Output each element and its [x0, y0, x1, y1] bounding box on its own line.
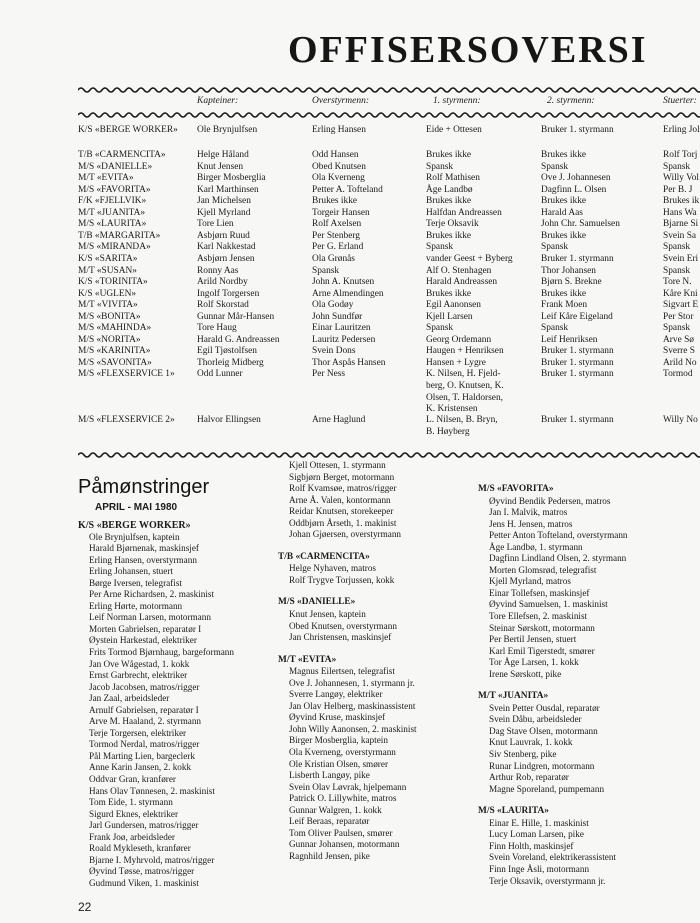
table-cell-second-officer: Brukes ikke [541, 230, 587, 241]
table-cell-second-officer: Bruker 1. styrmann [541, 357, 614, 368]
table-cell-steward: Tore N. [663, 277, 692, 288]
table-cell-vessel: M/S «DANIELLE» [78, 161, 153, 172]
table-cell-vessel: M/T «VIVITA» [78, 300, 138, 311]
crew-entry: Reidar Knutsen, storekeeper [289, 506, 394, 517]
signings-column-2 [278, 460, 417, 863]
ship-heading: M/T «JUANITA» [478, 691, 549, 702]
table-cell-captain: Thorleig Midberg [197, 357, 264, 368]
table-cell-second-officer: Dagfinn L. Olsen [541, 184, 607, 195]
crew-entry: Siv Stenberg, pike [489, 749, 557, 760]
ship-heading: T/B «CARMENCITA» [278, 551, 370, 562]
crew-entry: Jan Ove Wågestad, 1. kokk [89, 658, 190, 669]
crew-entry: Finn Holth, maskinsjef [489, 840, 574, 851]
table-cell-steward: Sigvart E [663, 300, 699, 311]
table-cell-first-officer: vander Geest + Byberg [426, 253, 513, 264]
table-cell-first-officer-continued: B. Høyberg [426, 426, 470, 437]
table-cell-chief-officer: Lauritz Pedersen [312, 334, 376, 345]
table-cell-second-officer: Frank Moen [541, 300, 588, 311]
table-cell-chief-officer: Ola Grønås [312, 253, 355, 264]
table-cell-vessel: K/S «TORINITA» [78, 277, 148, 288]
page-number: 22 [78, 900, 92, 914]
crew-entry: Ola Kverneng, overstyrmann [289, 747, 396, 758]
crew-entry: Jan Christensen, maskinsjef [289, 632, 392, 643]
table-cell-first-officer: Kjell Larsen [426, 311, 473, 322]
table-cell-steward: Bjarne Si [663, 219, 699, 230]
crew-entry: Irene Sørskott, pike [489, 668, 562, 679]
crew-entry: Ernst Garbrecht, elektriker [89, 670, 188, 681]
crew-entry: Ove J. Johannesen, 1. styrmann jr. [289, 677, 415, 688]
crew-entry: Svein Petter Ousdal, reparatør [489, 702, 600, 713]
crew-entry: Svein Voreland, elektrikerassistent [489, 852, 616, 863]
crew-entry: Knut Jensen, kaptein [289, 609, 366, 620]
table-cell-first-officer: Haugen + Henriksen [426, 346, 504, 357]
crew-entry: Gudmund Viken, 1. maskinist [89, 877, 199, 888]
crew-entry: Gunnar Walgren, 1. kokk [289, 804, 382, 815]
section-subtitle: APRIL - MAI 1980 [95, 502, 178, 513]
table-cell-chief-officer: Obed Knutsen [312, 161, 366, 172]
table-cell-steward: Svein Eri [663, 253, 699, 264]
crew-entry: Dagfinn Lindland Olsen, 2. styrmann [489, 553, 627, 564]
crew-entry: Arnulf Gabrielsen, reparatør I [89, 704, 199, 715]
table-cell-captain: Karl Nakkestad [197, 242, 256, 253]
table-cell-vessel: M/S «SAVONITA» [78, 357, 152, 368]
crew-entry: Einar E. Hille, 1. maskinist [489, 817, 589, 828]
table-cell-second-officer: Spansk [541, 161, 569, 172]
table-cell-second-officer: Thor Johansen [541, 265, 596, 276]
crew-entry: Kjell Myrland, matros [489, 576, 571, 587]
spacer [478, 680, 628, 691]
table-cell-first-officer: Eide + Ottesen [426, 125, 482, 135]
crew-entry: Arthur Rob, reparatør [489, 772, 569, 783]
table-cell-vessel: M/S «FAVORITA» [78, 184, 151, 195]
table-cell-captain: Halvor Ellingsen [197, 415, 261, 425]
header-stewards: Stuerter: [663, 96, 697, 106]
table-cell-vessel: K/S «SARITA» [78, 253, 138, 264]
crew-entry: Øyvind Kruse, maskinsjef [289, 712, 386, 723]
table-cell-first-officer: Brukes ikke [426, 196, 472, 207]
crew-entry: Øyvind Bendik Pedersen, matros [489, 495, 611, 506]
table-cell-chief-officer: Ola Kverneng [312, 173, 365, 184]
table-cell-first-officer: Georg Ordemann [426, 334, 492, 345]
crew-entry: Jan Olav Helberg, maskinassistent [289, 700, 416, 711]
crew-entry: Frank Joø, arbeidsleder [89, 831, 175, 842]
table-cell-second-officer: Bruker 1. styrmann [541, 253, 614, 264]
table-cell-first-officer-continued: berg, O. Knutsen, K. [426, 381, 504, 391]
crew-entry: Tore Ellefsen, 2. maskinist [489, 611, 588, 622]
table-cell-captain: Helge Håland [197, 150, 249, 160]
ship-heading: M/S «FAVORITA» [478, 484, 554, 494]
wavy-divider-header [78, 111, 700, 119]
spacer [278, 644, 417, 655]
table-cell-second-officer: Brukes ikke [541, 288, 587, 299]
table-cell-steward: Svein Sa [663, 230, 697, 241]
crew-entry: Erling Johansen, stuert [89, 566, 173, 577]
table-cell-steward: Willy Vol [663, 173, 700, 184]
table-cell-captain: Rolf Skorstad [197, 300, 249, 311]
table-cell-first-officer: Egil Aanonsen [426, 300, 481, 311]
crew-entry: Leif Norman Larsen, motormann [89, 612, 211, 623]
table-cell-chief-officer: Rolf Axelsen [312, 219, 362, 230]
header-second-officers: 2. styrmenn: [547, 96, 595, 106]
crew-entry: Dag Stave Olsen, motormann [489, 725, 598, 736]
table-cell-chief-officer: Odd Hansen [312, 150, 359, 160]
table-cell-vessel: M/T «EVITA» [78, 173, 134, 184]
table-cell-steward: Erling Jol [663, 125, 700, 135]
crew-entry: Per Bertil Jensen, stuert [489, 634, 577, 645]
crew-entry: Tor Åge Larsen, 1. kokk [489, 657, 579, 668]
table-cell-first-officer-continued: K. Kristensen [426, 404, 478, 415]
table-cell-captain: Tore Haug [197, 323, 237, 334]
crew-entry: Jarl Gundersen, matros/rigger [89, 820, 199, 831]
crew-entry: Jan Zaal, arbeidsleder [89, 693, 170, 704]
crew-entry: Jacob Jacobsen, matros/rigger [89, 681, 200, 692]
table-cell-vessel: M/T «JUANITA» [78, 207, 146, 218]
table-cell-second-officer: Bruker 1. styrmann [541, 415, 614, 425]
crew-entry: Pål Marting Lien, bargeclerk [89, 750, 195, 761]
crew-entry: Lisberth Langøy, pike [289, 770, 370, 781]
table-cell-chief-officer: Arne Almendingen [312, 288, 384, 299]
table-cell-steward: Spansk [663, 265, 691, 276]
crew-entry: Patrick O. Lillywhite, matros [289, 793, 397, 804]
table-cell-steward: Kåre Kni [663, 288, 698, 299]
crew-entry: Roald Mykleseth, kranfører [89, 843, 191, 854]
table-cell-vessel: M/S «KARINITA» [78, 346, 151, 357]
table-cell-chief-officer: Thor Aspås Hansen [312, 357, 386, 368]
crew-entry: Steinar Sørskott, motormann [489, 622, 595, 633]
table-cell-first-officer: Hansen + Lygre [426, 357, 486, 368]
table-cell-steward: Sverre S [663, 346, 696, 357]
crew-entry: Ragnhild Jensen, pike [289, 850, 370, 861]
table-cell-captain: Ingolf Torgersen [197, 288, 260, 299]
table-cell-captain: Odd Lunner [197, 369, 243, 380]
crew-entry: Einar Tollefsen, maskinsjef [489, 587, 590, 598]
table-cell-chief-officer: Erling Hansen [312, 125, 366, 135]
crew-entry: Magnus Eilertsen, telegrafist [289, 666, 395, 677]
table-cell-steward: Tormod [663, 369, 693, 380]
table-cell-steward: Arve Sø [663, 334, 694, 345]
crew-entry: Sigbjørn Berget, motormann [289, 471, 395, 482]
table-cell-chief-officer: Einar Lauritzen [312, 323, 371, 334]
table-cell-captain: Knut Jensen [197, 161, 244, 172]
table-cell-steward: Spansk [663, 242, 691, 253]
table-cell-chief-officer: Petter A. Tofteland [312, 184, 383, 195]
table-cell-vessel: F/K «FJELLVIK» [78, 196, 147, 207]
crew-entry: Morten Gabrielsen, reparatør I [89, 623, 202, 634]
table-cell-chief-officer: Arne Haglund [312, 415, 366, 425]
table-cell-chief-officer: Torgeir Hansen [312, 207, 370, 218]
table-cell-vessel: M/S «FLEXSERVICE 2» [78, 415, 175, 425]
crew-entry: Åge Landbø, 1. styrmann [489, 541, 583, 552]
page-title: OFFISERSOVERSI [288, 29, 648, 71]
wavy-divider-top [78, 86, 700, 94]
table-cell-steward: Arild No [663, 357, 697, 368]
crew-entry: Øyvind Samuelsen, 1. maskinist [489, 599, 608, 610]
crew-entry: Svein Olav Løvrak, hjelpemann [289, 781, 407, 792]
table-cell-second-officer: Spansk [541, 242, 569, 253]
header-first-officers: 1. styrmenn: [433, 96, 481, 106]
crew-entry: Ole Brynjulfsen, kaptein [89, 531, 180, 542]
table-cell-captain: Ole Brynjulfsen [197, 125, 258, 135]
crew-entry: Oddbjørn Årseth, 1. makinist [289, 517, 397, 528]
spacer [278, 586, 417, 597]
ship-heading: K/S «BERGE WORKER» [78, 520, 191, 531]
table-cell-second-officer: Bruker 1. styrmann [541, 369, 614, 380]
table-cell-first-officer: Brukes ikke [426, 150, 472, 160]
table-cell-vessel: M/S «MIRANDA» [78, 242, 151, 253]
ship-heading: M/S «DANIELLE» [278, 597, 356, 608]
table-cell-steward: Spansk [663, 161, 691, 172]
crew-entry: Anne Karin Jansen, 2. kokk [89, 762, 192, 773]
crew-entry: Knut Lauvrak, 1. kokk [489, 737, 573, 748]
table-cell-first-officer: Spansk [426, 161, 454, 172]
table-cell-chief-officer: Per Stenberg [312, 230, 360, 241]
table-cell-first-officer: Halfdan Andreassen [426, 207, 502, 218]
crew-entry: Svein Dåbu, arbeidsleder [489, 714, 582, 725]
crew-entry: Harald Bjørnenak, maskinsjef [89, 543, 199, 554]
signings-column-3 [478, 484, 628, 887]
crew-entry: Runar Lindgren, motormann [489, 760, 595, 771]
crew-entry: John Willy Aanonsen, 2. maskinist [289, 723, 417, 734]
table-cell-chief-officer: Ola Godøy [312, 300, 354, 311]
table-cell-captain: Kjell Myrland [197, 207, 251, 218]
table-cell-steward: Willy No [663, 415, 698, 425]
table-cell-chief-officer: John Sundfør [312, 311, 363, 322]
crew-entry: Tom Oliver Paulsen, smører [289, 827, 393, 838]
table-cell-steward: Rolf Torj [663, 150, 698, 160]
table-cell-first-officer: Terje Oksavik [426, 219, 479, 230]
table-cell-vessel: M/T «SUSAN» [78, 265, 137, 276]
crew-entry: Petter Anton Tofteland, overstyrmann [489, 530, 628, 541]
table-cell-vessel: M/S «MAHINDA» [78, 323, 152, 334]
wavy-divider-bottom [78, 451, 700, 459]
table-cell-captain: Asbjørn Jensen [197, 253, 255, 264]
crew-entry: Hans Olav Tønnesen, 2. maskinist [89, 785, 215, 796]
table-cell-second-officer: Leif Henriksen [541, 334, 598, 345]
table-cell-chief-officer: John A. Knutsen [312, 277, 375, 288]
table-cell-vessel: T/B «MARGARITA» [78, 230, 161, 241]
table-cell-steward: Hans Wa [663, 207, 697, 218]
crew-entry: Magne Sporeland, pumpemann [489, 783, 605, 794]
table-cell-captain: Jan Michelsen [197, 196, 251, 207]
table-cell-vessel: M/S «FLEXSERVICE 1» [78, 369, 175, 380]
table-cell-captain: Tore Lien [197, 219, 234, 230]
crew-entry: Tom Eide, 1. styrmann [89, 797, 173, 808]
table-cell-steward: Per B. J [663, 184, 693, 195]
table-cell-first-officer: Rolf Mathisen [426, 173, 480, 184]
table-cell-first-officer-continued: Olsen, T. Haldorsen, [426, 392, 503, 403]
table-cell-steward: Spansk [663, 323, 691, 334]
table-cell-captain: Asbjørn Ruud [197, 230, 250, 241]
table-cell-captain: Egil Tjøstolfsen [197, 346, 257, 357]
table-cell-chief-officer: Per Ness [312, 369, 346, 380]
table-cell-captain: Arild Nordby [197, 277, 248, 288]
crew-entry: Jan I. Malvik, matros [489, 507, 568, 518]
crew-entry: Oddvar Gran, kranfører [89, 774, 176, 785]
table-cell-vessel: M/S «NORITA» [78, 334, 141, 345]
table-cell-second-officer: Bruker 1. styrmann [541, 346, 614, 357]
table-cell-second-officer: Spansk [541, 323, 569, 334]
crew-entry: Lucy Loman Larsen, pike [489, 829, 584, 840]
crew-entry: Birger Mosberglia, kaptein [289, 735, 388, 746]
table-cell-second-officer: Leif Kåre Eigeland [541, 311, 613, 322]
table-cell-second-officer: Ove J. Johannesen [541, 173, 611, 184]
table-cell-captain: Karl Marthinsen [197, 184, 259, 195]
crew-entry: Finn Inge Åsli, motormann [489, 863, 590, 874]
table-cell-captain: Birger Mosberglia [197, 173, 266, 184]
crew-entry: Tormod Nerdal, matros/rigger [89, 739, 200, 750]
header-captains: Kapteiner: [197, 96, 239, 106]
table-cell-vessel: K/S «BERGE WORKER» [78, 125, 178, 135]
crew-entry: Erling Hansen, overstyrmann [89, 554, 197, 565]
header-chief-officers: Overstyrmenn: [312, 96, 369, 106]
table-cell-captain: Gunnar Mår-Hansen [197, 311, 275, 322]
crew-entry: Gunnar Johansen, motormann [289, 839, 400, 850]
table-cell-first-officer: Brukes ikke [426, 288, 472, 299]
ship-heading: M/T «EVITA» [278, 654, 337, 665]
table-cell-vessel: T/B «CARMENCITA» [78, 150, 166, 160]
crew-entry: Morten Glomsrød, telegrafist [489, 564, 597, 575]
table-cell-first-officer: Brukes ikke [426, 230, 472, 241]
table-cell-first-officer: Alf O. Stenhagen [426, 265, 492, 276]
table-cell-vessel: M/S «LAURITA» [78, 219, 147, 230]
table-cell-first-officer: Åge Landbø [426, 184, 473, 195]
crew-entry: Øyvind Tøsse, matros/rigger [89, 866, 195, 877]
crew-entry: Terje Oksavik, overstyrmann jr. [489, 875, 606, 886]
crew-entry: Per Arne Richardsen, 2. maskinist [89, 589, 215, 600]
table-cell-chief-officer: Spansk [312, 265, 340, 276]
crew-entry: Frits Tormod Bjørnhaug, bargeformann [89, 647, 234, 658]
crew-entry: Arne Å. Valen, kontormann [289, 494, 391, 505]
crew-entry: Erling Hørte, motormann [89, 600, 183, 611]
crew-entry: Rolf Trygve Torjussen, kokk [289, 574, 395, 585]
crew-entry: Leif Beraas, reparatør [289, 816, 370, 827]
section-title: Påmønstringer [78, 476, 210, 498]
table-cell-chief-officer: Per G. Erland [312, 242, 364, 253]
table-cell-vessel: M/S «BONITA» [78, 311, 141, 322]
table-cell-steward: Brukes ik [663, 196, 700, 207]
crew-entry: Jens H. Jensen, matros [489, 518, 573, 529]
table-cell-chief-officer: Brukes ikke [312, 196, 358, 207]
table-cell-first-officer: Harald Andreassen [426, 277, 498, 288]
crew-entry: Kjell Ottesen, 1. styrmann [289, 460, 386, 470]
signings-column-1 [78, 520, 234, 890]
crew-entry: Rolf Kvamsøe, matros/rigger [289, 483, 397, 494]
table-cell-second-officer: Harald Aas [541, 207, 583, 218]
crew-entry: Johan Gjøersen, overstyrmann [289, 529, 402, 540]
ship-heading: M/S «LAURITA» [478, 806, 549, 817]
table-cell-second-officer: Bjørn S. Brekne [541, 277, 602, 288]
spacer [278, 541, 417, 552]
table-cell-captain: Harald G. Andreassen [197, 334, 280, 345]
table-cell-first-officer: Spansk [426, 323, 454, 334]
table-cell-second-officer: Brukes ikke [541, 150, 587, 160]
table-cell-second-officer: John Chr. Samuelsen [541, 219, 620, 230]
table-cell-vessel: K/S «UGLEN» [78, 288, 137, 299]
table-cell-first-officer: K. Nilsen, H. Fjeld- [426, 369, 501, 380]
crew-entry: Børge Iversen, telegrafist [89, 577, 182, 588]
crew-entry: Karl Emil Tigerstedt, smører [489, 645, 595, 656]
table-cell-first-officer: Spansk [426, 242, 454, 253]
table-cell-chief-officer: Svein Dons [312, 346, 356, 357]
crew-entry: Ole Kristian Olsen, smører [289, 758, 388, 769]
crew-entry: Helge Nyhaven, matros [289, 563, 376, 574]
table-cell-second-officer: Brukes ikke [541, 196, 587, 207]
table-cell-second-officer: Bruker 1. styrmann [541, 125, 614, 135]
crew-entry: Øystein Harkestad, elektriker [89, 635, 197, 646]
table-cell-steward: Per Stor [663, 311, 694, 322]
crew-entry: Arve M. Haaland, 2. styrmann [89, 716, 202, 727]
crew-entry: Sverre Langøy, elektriker [289, 689, 383, 700]
crew-entry: Bjarne I. Myhrvold, matros/rigger [89, 854, 215, 865]
table-cell-first-officer: L. Nilsen, B. Bryn, [426, 415, 498, 425]
spacer [478, 795, 628, 806]
crew-entry: Terje Torgersen, elektriker [89, 727, 187, 738]
crew-entry: Sigurd Eknes, elektriker [89, 808, 179, 819]
crew-entry: Obed Knutsen, overstyrmann [289, 620, 397, 631]
table-cell-captain: Ronny Aas [197, 265, 239, 276]
